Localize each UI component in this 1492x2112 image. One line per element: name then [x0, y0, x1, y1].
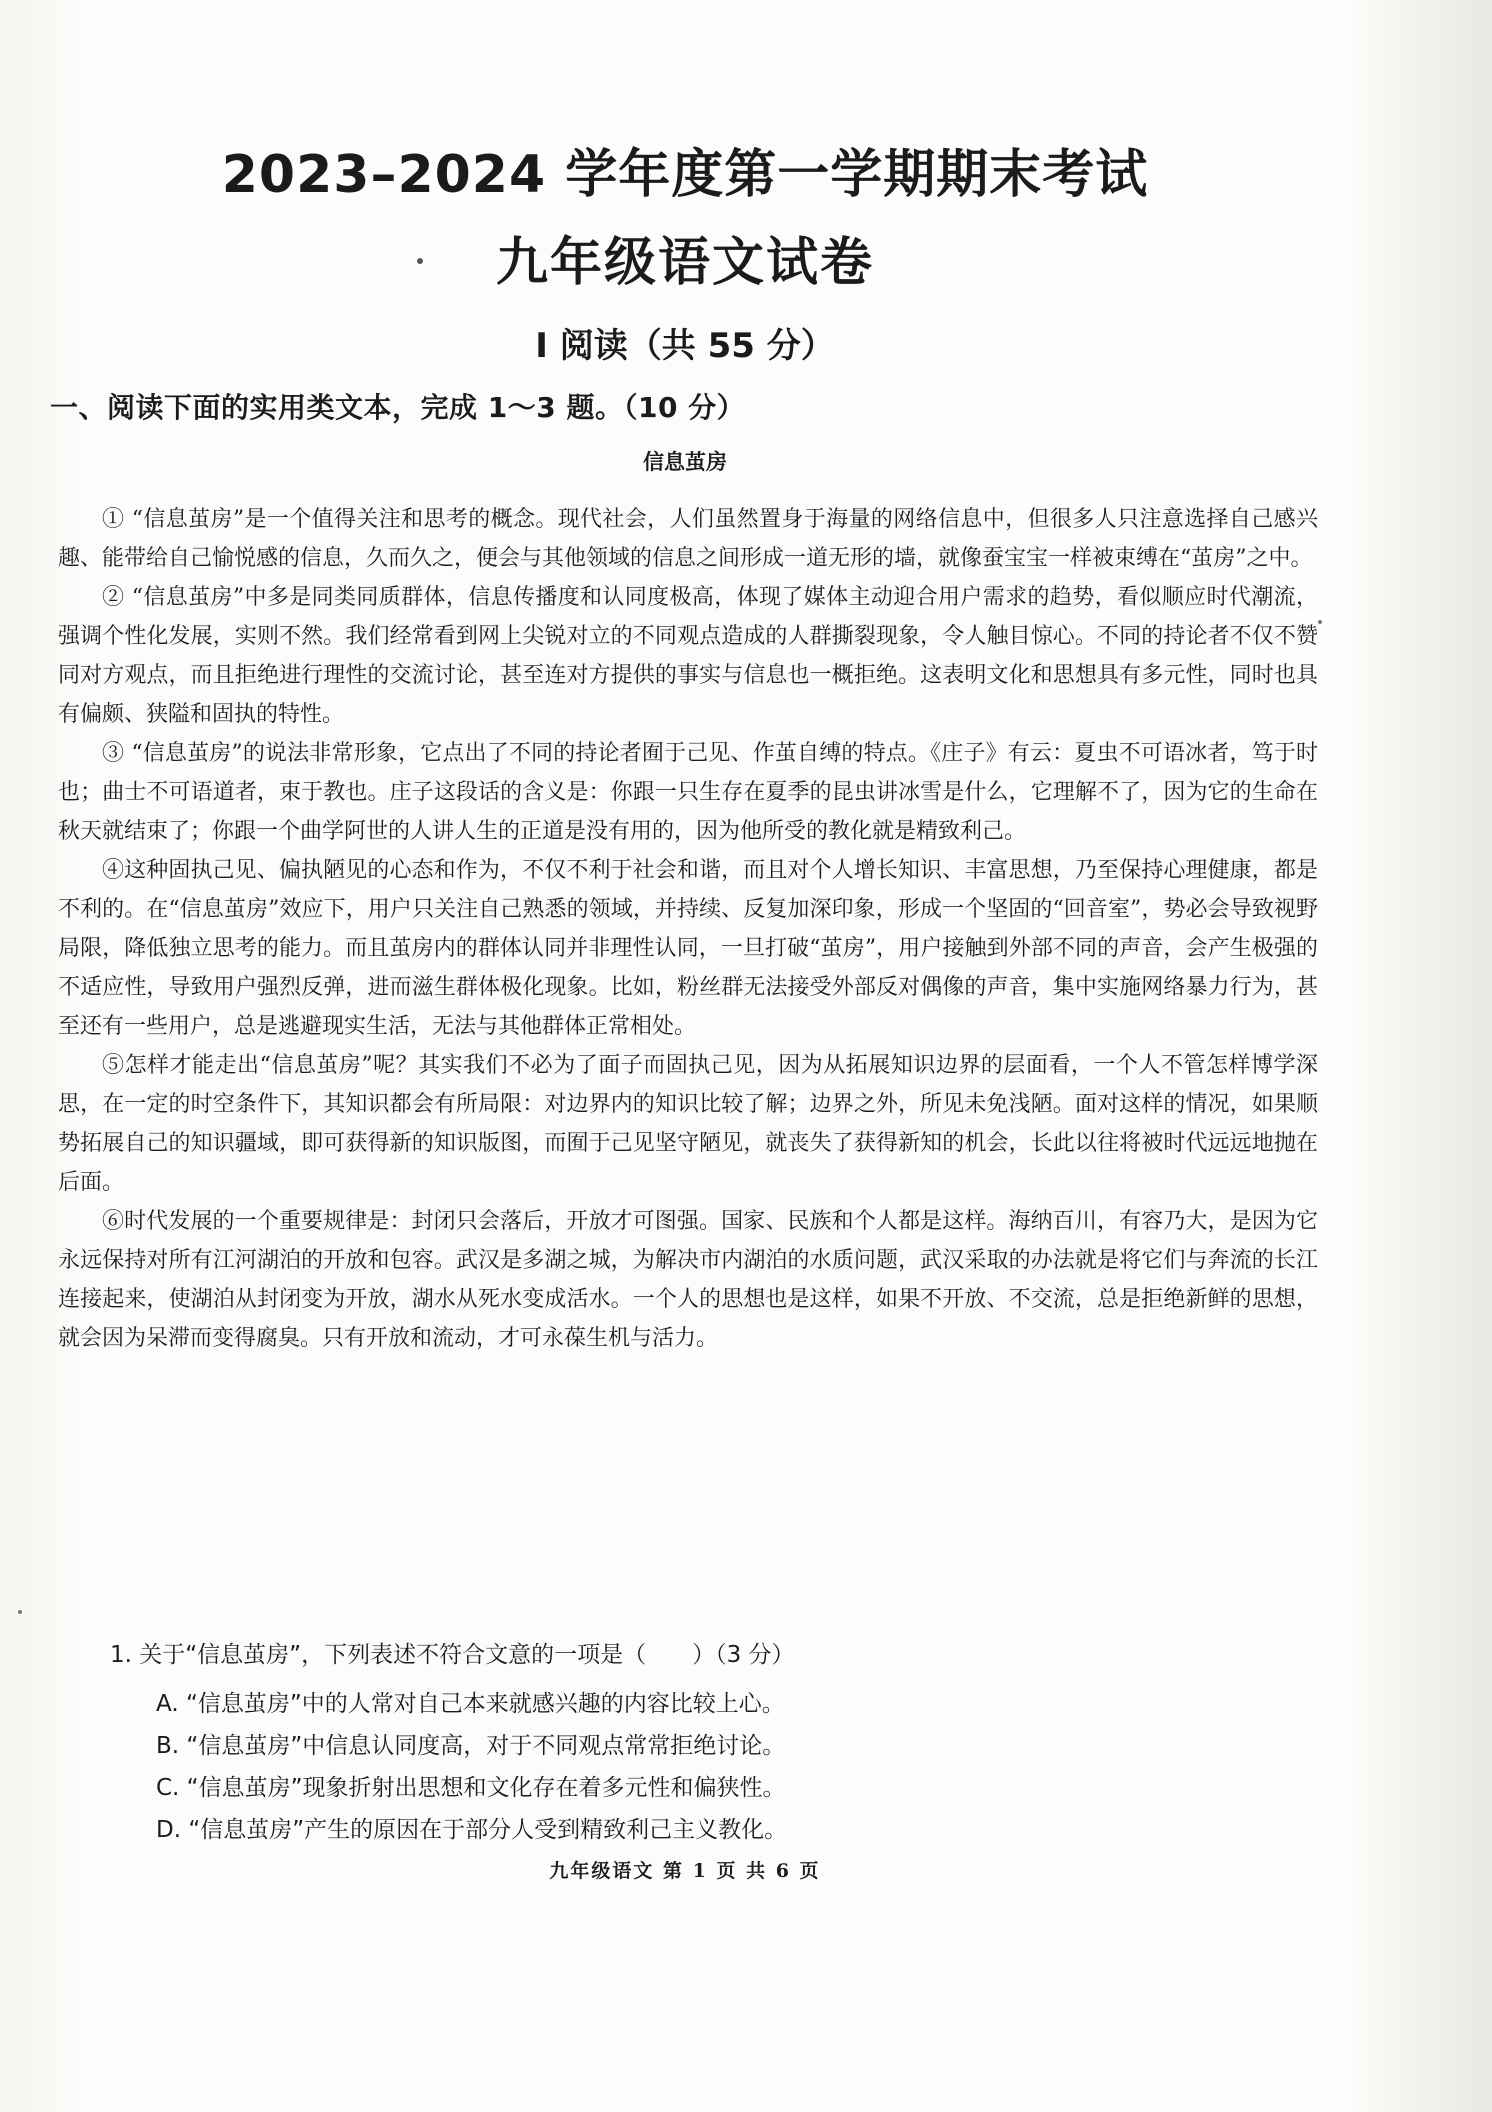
option-c: C. “信息茧房”现象折射出思想和文化存在着多元性和偏狭性。: [156, 1775, 786, 1801]
option-a: A. “信息茧房”中的人常对自己本来就感兴趣的内容比较上心。: [156, 1691, 785, 1717]
option-d: D. “信息茧房”产生的原因在于部分人受到精致利己主义教化。: [156, 1817, 788, 1843]
article-title: 信息茧房: [643, 449, 727, 474]
scan-speck: [18, 1610, 22, 1614]
paragraph-2: ② “信息茧房”中多是同类同质群体，信息传播度和认同度极高，体现了媒体主动迎合用户需求的趋势，看似顺应时代潮流，强调个性化发展，实则不然。我们经常看到网上尖锐对立的不同观点造成的人群撕裂现象，令人触目惊心。不同的持论者不仅不赞同对方观点，而且拒绝进行理性的交流讨论，甚至连对方提供的事实与信息也一概拒绝。这表明文化和思想具有多元性，同时也具有偏颇、狭隘和固执的特性。: [58, 585, 1318, 727]
article-body: [58, 500, 1318, 1358]
scan-speck: [1318, 620, 1322, 624]
paragraph-6: ⑥时代发展的一个重要规律是：封闭只会落后，开放才可图强。国家、民族和个人都是这样。海纳百川，有容乃大，是因为它永远保持对所有江河湖泊的开放和包容。武汉是多湖之城，为解决市内湖泊的水质问题，武汉采取的办法就是将它们与奔流的长江连接起来，使湖泊从封闭变为开放，湖水从死水变成活水。一个人的思想也是这样，如果不开放、不交流，总是拒绝新鲜的思想，就会因为呆滞而变得腐臭。只有开放和流动，才可永葆生机与活力。: [58, 1209, 1318, 1351]
page-edge-shadow: [1352, 0, 1492, 2112]
exam-title: 2023–2024 学年度第一学期期末考试: [221, 145, 1149, 205]
paragraph-1: ① “信息茧房”是一个值得关注和思考的概念。现代社会，人们虽然置身于海量的网络信息中，但很多人只注意选择自己感兴趣、能带给自己愉悦感的信息，久而久之，便会与其他领域的信息之间形成一道无形的墙，就像蚕宝宝一样被束缚在“茧房”之中。: [58, 507, 1318, 571]
paragraph-5: ⑤怎样才能走出“信息茧房”呢？其实我们不必为了面子而固执己见，因为从拓展知识边界的层面看，一个人不管怎样博学深思，在一定的时空条件下，其知识都会有所局限：对边界内的知识比较了解；边界之外，所见未免浅陋。面对这样的情况，如果顺势拓展自己的知识疆域，即可获得新的知识版图，而囿于己见坚守陋见，就丧失了获得新知的机会，长此以往将被时代远远地抛在后面。: [58, 1053, 1318, 1195]
paragraph-3: ③ “信息茧房”的说法非常形象，它点出了不同的持论者囿于己见、作茧自缚的特点。《庄子》有云：夏虫不可语冰者，笃于时也；曲士不可语道者，束于教也。庄子这段话的含义是：你跟一只生存在夏季的昆虫讲冰雪是什么，它理解不了，因为它的生命在秋天就结束了；你跟一个曲学阿世的人讲人生的正道是没有用的，因为他所受的教化就是精致利己。: [58, 741, 1318, 844]
part-heading: 一、阅读下面的实用类文本，完成 1～3 题。（10 分）: [50, 391, 746, 424]
page-footer: 九年级语文 第 1 页 共 6 页: [549, 1860, 821, 1882]
option-b: B. “信息茧房”中信息认同度高，对于不同观点常常拒绝讨论。: [156, 1733, 786, 1759]
exam-subtitle: 九年级语文试卷: [495, 233, 874, 293]
question-stem: 1. 关于“信息茧房”，下列表述不符合文意的一项是（ ）（3 分）: [110, 1642, 795, 1668]
question-1: [112, 1636, 1272, 1851]
paragraph-4: ④这种固执己见、偏执陋见的心态和作为，不仅不利于社会和谐，而且对个人增长知识、丰富思想，乃至保持心理健康，都是不利的。在“信息茧房”效应下，用户只关注自己熟悉的领域，并持续、反复加深印象，形成一个坚固的“回音室”，势必会导致视野局限，降低独立思考的能力。而且茧房内的群体认同并非理性认同，一旦打破“茧房”，用户接触到外部不同的声音，会产生极强的不适应性，导致用户强烈反弹，进而滋生群体极化现象。比如，粉丝群无法接受外部反对偶像的声音，集中实施网络暴力行为，甚至还有一些用户，总是逃避现实生活，无法与其他群体正常相处。: [58, 858, 1318, 1039]
section-heading: I 阅读（共 55 分）: [535, 326, 835, 366]
scan-dot: [417, 258, 423, 264]
